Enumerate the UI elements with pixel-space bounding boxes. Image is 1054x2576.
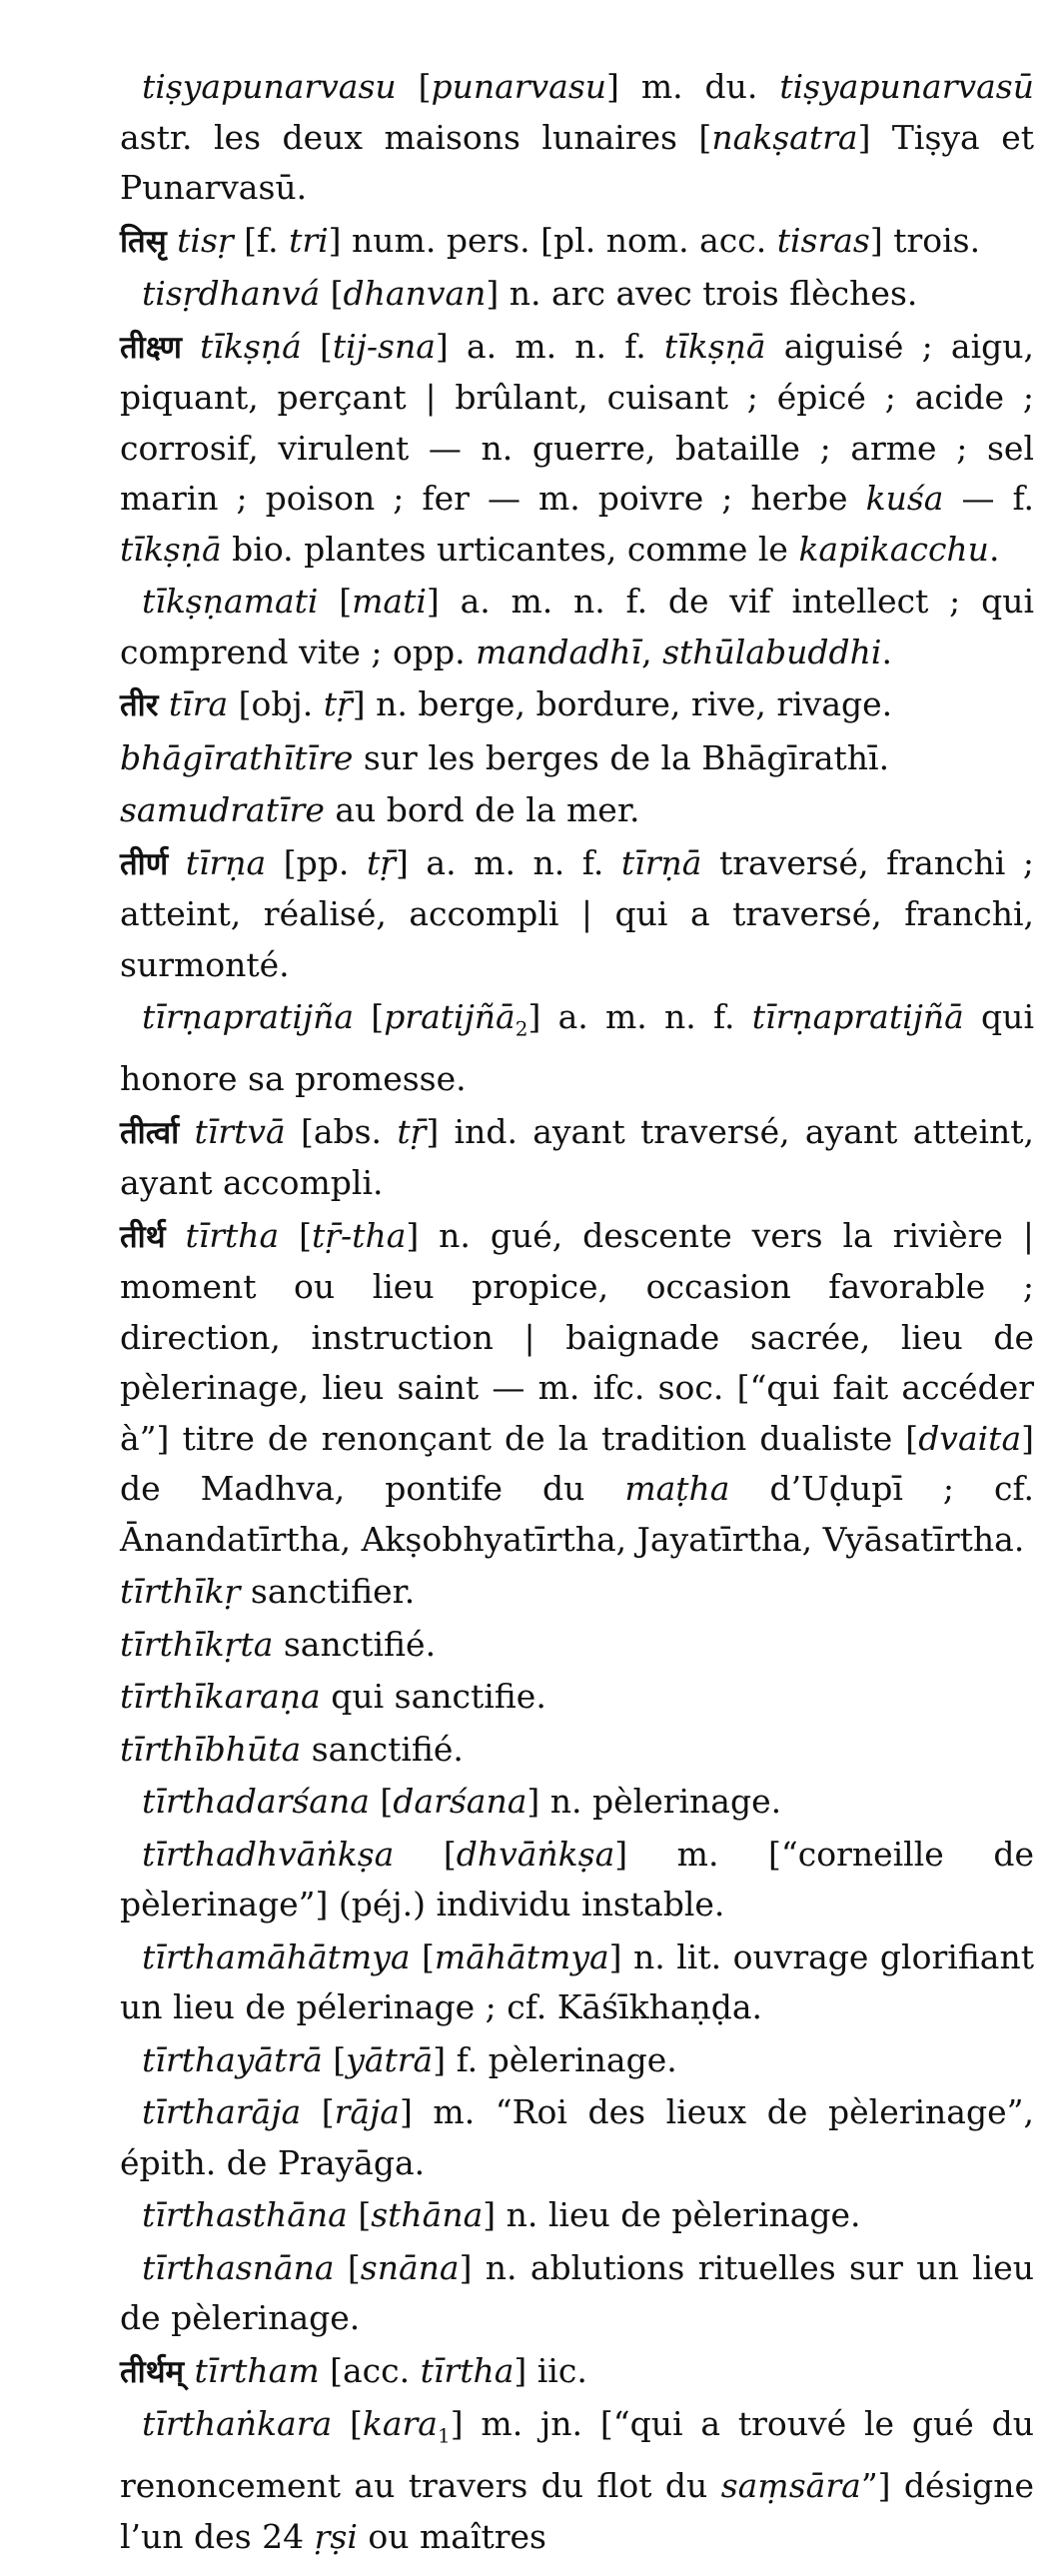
italic-term: maṭha bbox=[624, 1469, 730, 1509]
entry-text: sanctifié. bbox=[301, 1729, 464, 1769]
italic-term: tṝ-tha bbox=[312, 1215, 407, 1255]
entry-text: ou maîtres bbox=[357, 2516, 546, 2556]
italic-term: tīrthadarśana bbox=[142, 1782, 370, 1822]
italic-term: mandadhī bbox=[476, 632, 642, 671]
index-subscript: 1 bbox=[437, 2423, 451, 2448]
italic-term: tīrtha bbox=[420, 2350, 515, 2390]
italic-term: tīkṣṇá bbox=[200, 326, 302, 366]
dictionary-entry bbox=[120, 577, 1034, 677]
italic-term: tisṛ bbox=[177, 220, 234, 260]
entry-text: [ bbox=[410, 1936, 435, 1976]
italic-term: tīrthasthāna bbox=[142, 2195, 348, 2235]
entry-text: ] ind. ayant traversé, ayant atteint, ayant accompli. bbox=[120, 1111, 1035, 1203]
italic-term: tīrṇapratijña bbox=[142, 997, 355, 1036]
italic-term: kuśa bbox=[865, 479, 944, 518]
dictionary-entry bbox=[120, 2087, 1034, 2188]
italic-term: tīrthīkṛ bbox=[120, 1572, 241, 1612]
entry-text: [ bbox=[347, 2195, 372, 2235]
entry-text: ] m. [“corneille de pèlerinage”] (péj.) individu instable. bbox=[120, 1834, 1034, 1925]
italic-term: tisras bbox=[776, 220, 870, 260]
italic-term: tīra bbox=[168, 684, 229, 723]
italic-term: rāja bbox=[334, 2092, 400, 2132]
index-subscript: 2 bbox=[515, 1016, 528, 1041]
italic-term: tīrthīkaraṇa bbox=[120, 1677, 321, 1717]
italic-term: yātrā bbox=[346, 2039, 434, 2079]
italic-term: tīrthaṅkara bbox=[142, 2404, 333, 2444]
dictionary-entry bbox=[120, 1830, 1034, 1931]
italic-term: māhātmya bbox=[434, 1936, 609, 1976]
italic-term: saṃsāra bbox=[720, 2466, 861, 2506]
entry-text: [ bbox=[332, 2404, 363, 2444]
italic-term: punarvasu bbox=[431, 67, 607, 106]
dictionary-entry bbox=[120, 1777, 1034, 1828]
italic-term: darśana bbox=[393, 1782, 527, 1822]
entry-text: ] a. m. n. f. de vif intellect ; qui comprend vite ; opp. bbox=[120, 582, 1035, 671]
italic-term: tiṣyapunarvasū bbox=[779, 67, 1034, 106]
italic-term: tīrṇa bbox=[185, 842, 267, 882]
italic-term: sthūlabuddhi bbox=[662, 632, 882, 671]
entry-text: ] n. lieu de pèlerinage. bbox=[483, 2195, 861, 2235]
entry-text: sur les berges de la Bhāgīrathī. bbox=[353, 737, 890, 777]
entry-text: [ bbox=[322, 2039, 347, 2079]
italic-term: dhvāṅkṣa bbox=[456, 1834, 615, 1874]
dictionary-entry bbox=[120, 216, 1034, 268]
entry-text: ] de Madhva, pontife du bbox=[120, 1418, 1034, 1509]
devanagari-headword: तीक्ष्ण bbox=[120, 329, 182, 366]
italic-term: snāna bbox=[360, 2247, 460, 2287]
entry-text: [ bbox=[318, 582, 353, 621]
entry-text: ] m. “Roi des lieux de pèlerinage”, épith. de Prayāga. bbox=[120, 2092, 1034, 2182]
entry-text: [obj. bbox=[228, 684, 324, 723]
dictionary-entry bbox=[120, 1567, 1034, 1618]
entry-text bbox=[184, 2351, 195, 2390]
entry-text: [ bbox=[279, 1215, 312, 1255]
italic-term: nakṣatra bbox=[711, 117, 858, 157]
italic-term: tīrtharāja bbox=[142, 2092, 302, 2132]
italic-term: tīrthayātrā bbox=[142, 2039, 323, 2079]
italic-term: tīkṣṇā bbox=[663, 326, 766, 366]
italic-term: tīrthībhūta bbox=[120, 1729, 302, 1769]
italic-term: kara bbox=[362, 2404, 438, 2444]
italic-term: tīrtha bbox=[185, 1215, 280, 1255]
italic-term: samudratīre bbox=[120, 790, 325, 829]
entry-text: traversé, franchi ; atteint, réalisé, accompli | qui a traversé, franchi, surmonté. bbox=[120, 842, 1035, 984]
entry-text: ] a. m. n. f. bbox=[396, 842, 621, 882]
italic-term: bhāgīrathītīre bbox=[120, 737, 354, 777]
entry-text: [ bbox=[320, 274, 344, 313]
entry-text: ] a. m. n. f. bbox=[527, 997, 752, 1036]
devanagari-headword: तीर्थ bbox=[120, 1218, 166, 1255]
dictionary-entry bbox=[120, 838, 1034, 991]
dictionary-entry bbox=[120, 62, 1034, 214]
entry-text: ] iic. bbox=[514, 2350, 587, 2390]
entry-text: ] n. lit. ouvrage glorifiant un lieu de pélerinage ; cf. Kāśīkhaṇḍa. bbox=[120, 1936, 1034, 2027]
dictionary-entry bbox=[120, 733, 1034, 784]
entry-text: bio. plantes urticantes, comme le bbox=[221, 529, 799, 569]
entry-text bbox=[168, 843, 186, 882]
entry-text: qui sanctifie. bbox=[320, 1677, 546, 1717]
entry-text: , bbox=[641, 632, 663, 671]
italic-term: tīkṣṇā bbox=[120, 529, 222, 569]
entry-text: ”] désigne l’un des 24 bbox=[120, 2466, 1034, 2556]
italic-term: tīrthasnāna bbox=[142, 2247, 335, 2287]
italic-term: ṛṣi bbox=[314, 2516, 358, 2556]
dictionary-entry bbox=[120, 2035, 1034, 2086]
entry-text: sanctifier. bbox=[240, 1572, 416, 1612]
italic-term: tisṛdhanvá bbox=[142, 274, 321, 313]
entry-text: qui honore sa promesse. bbox=[120, 997, 1034, 1099]
dictionary-entry bbox=[120, 992, 1034, 1105]
dictionary-entry bbox=[120, 2190, 1034, 2241]
devanagari-headword: तीर bbox=[120, 687, 159, 723]
italic-term: tīrthamāhātmya bbox=[142, 1936, 411, 1976]
italic-term: tīkṣṇamati bbox=[142, 582, 319, 621]
entry-text: aiguisé ; aigu, piquant, perçant | brûlant, cuisant ; épicé ; acide ; corrosif, virulent — n. guerre, bataille ; arme ; sel marin ; poison ; fer — m. poivre ; herbe bbox=[120, 326, 1034, 518]
entry-text: — f. bbox=[943, 479, 1034, 518]
italic-term: tīrthadhvāṅkṣa bbox=[142, 1834, 395, 1874]
italic-term: tij-sna bbox=[332, 326, 436, 366]
devanagari-headword: तीर्त्वा bbox=[120, 1114, 180, 1151]
entry-text: ] m. jn. [“qui a trouvé le gué du renoncement au travers du flot du bbox=[120, 2404, 1034, 2506]
dictionary-entry bbox=[120, 785, 1034, 836]
dictionary-entry bbox=[120, 1107, 1034, 1209]
entry-text bbox=[158, 684, 169, 723]
italic-term: kapikacchu bbox=[798, 529, 989, 569]
italic-term: tīrtvā bbox=[194, 1111, 286, 1151]
entry-text: [ bbox=[396, 67, 432, 106]
italic-term: tri bbox=[289, 220, 329, 260]
entry-text: ] n. ablutions rituelles sur un lieu de pèlerinage. bbox=[120, 2247, 1034, 2338]
entry-text: ] Tiṣya et Punarvasū. bbox=[120, 117, 1034, 207]
dictionary-entry bbox=[120, 1932, 1034, 2033]
entry-text: ] a. m. n. f. bbox=[435, 326, 664, 366]
dictionary-entry bbox=[120, 2346, 1034, 2398]
italic-term: dvaita bbox=[918, 1418, 1022, 1458]
dictionary-entry bbox=[120, 1620, 1034, 1671]
entry-text: au bord de la mer. bbox=[324, 790, 640, 829]
dictionary-entry bbox=[120, 679, 1034, 731]
dictionary-entry bbox=[120, 322, 1034, 576]
entry-text: [ bbox=[354, 997, 385, 1036]
entry-text: astr. les deux maisons lunaires [ bbox=[120, 117, 712, 157]
entry-text: ] n. berge, bordure, rive, rivage. bbox=[352, 684, 893, 723]
entry-text: [f. bbox=[233, 220, 290, 260]
entry-text: [acc. bbox=[319, 2350, 421, 2390]
entry-text: ] f. pèlerinage. bbox=[433, 2039, 677, 2079]
italic-term: mati bbox=[352, 582, 427, 621]
italic-term: tiṣyapunarvasu bbox=[142, 67, 397, 106]
italic-term: tīrthīkṛta bbox=[120, 1624, 274, 1664]
entry-text: [abs. bbox=[285, 1111, 398, 1151]
devanagari-headword: तीर्थम् bbox=[120, 2353, 185, 2390]
entry-text: [ bbox=[301, 2092, 335, 2132]
entry-text: . bbox=[988, 529, 1000, 569]
entry-text: d’Uḍupī ; cf. Ānandatīrtha, Akṣobhyatīrtha, Jayatīrtha, Vyāsatīrtha. bbox=[120, 1469, 1034, 1559]
dictionary-entry bbox=[120, 2399, 1034, 2562]
italic-term: tṝ bbox=[397, 1111, 427, 1151]
italic-term: tīrṇā bbox=[620, 842, 702, 882]
dictionary-entry bbox=[120, 1725, 1034, 1776]
entry-text: . bbox=[881, 632, 892, 671]
entry-text: ] n. arc avec trois flèches. bbox=[486, 274, 918, 313]
italic-term: dhanvan bbox=[343, 274, 487, 313]
entry-text: [ bbox=[301, 326, 333, 366]
devanagari-headword: तिसृ bbox=[120, 223, 167, 260]
entry-text: [pp. bbox=[266, 842, 367, 882]
entry-text: sanctifié. bbox=[273, 1624, 437, 1664]
entry-text bbox=[179, 1112, 194, 1151]
italic-term: sthāna bbox=[371, 2195, 484, 2235]
entry-text: [ bbox=[334, 2247, 361, 2287]
entry-text: [ bbox=[369, 1782, 394, 1822]
dictionary-entry bbox=[120, 1672, 1034, 1723]
dictionary-entry bbox=[120, 2243, 1034, 2344]
entry-text: ] n. gué, descente vers la rivière | moment ou lieu propice, occasion favorable ; direction, instruction | baignade sacrée, lieu de pèlerinage, lieu saint — m. ifc. soc. [“qui fait accéder à”] titre de renonçant de la tradition dualiste [ bbox=[120, 1215, 1034, 1458]
entry-text bbox=[167, 221, 178, 260]
entry-text bbox=[166, 1216, 186, 1255]
entry-text: ] trois. bbox=[869, 220, 981, 260]
entry-text bbox=[182, 327, 200, 366]
dictionary-entry bbox=[120, 1211, 1034, 1566]
italic-term: tīrṇapratijñā bbox=[751, 997, 964, 1036]
italic-term: pratijñā bbox=[384, 997, 516, 1036]
entry-text: [ bbox=[394, 1834, 457, 1874]
italic-term: tṝ bbox=[366, 842, 396, 882]
dictionary-entry bbox=[120, 269, 1034, 320]
italic-term: tṝ bbox=[323, 684, 353, 723]
entry-text: ] n. pèlerinage. bbox=[527, 1782, 782, 1822]
italic-term: tīrtham bbox=[194, 2350, 320, 2390]
entry-text: ] num. pers. [pl. nom. acc. bbox=[328, 220, 777, 260]
devanagari-headword: तीर्ण bbox=[120, 845, 169, 882]
entry-text: ] m. du. bbox=[606, 67, 780, 106]
